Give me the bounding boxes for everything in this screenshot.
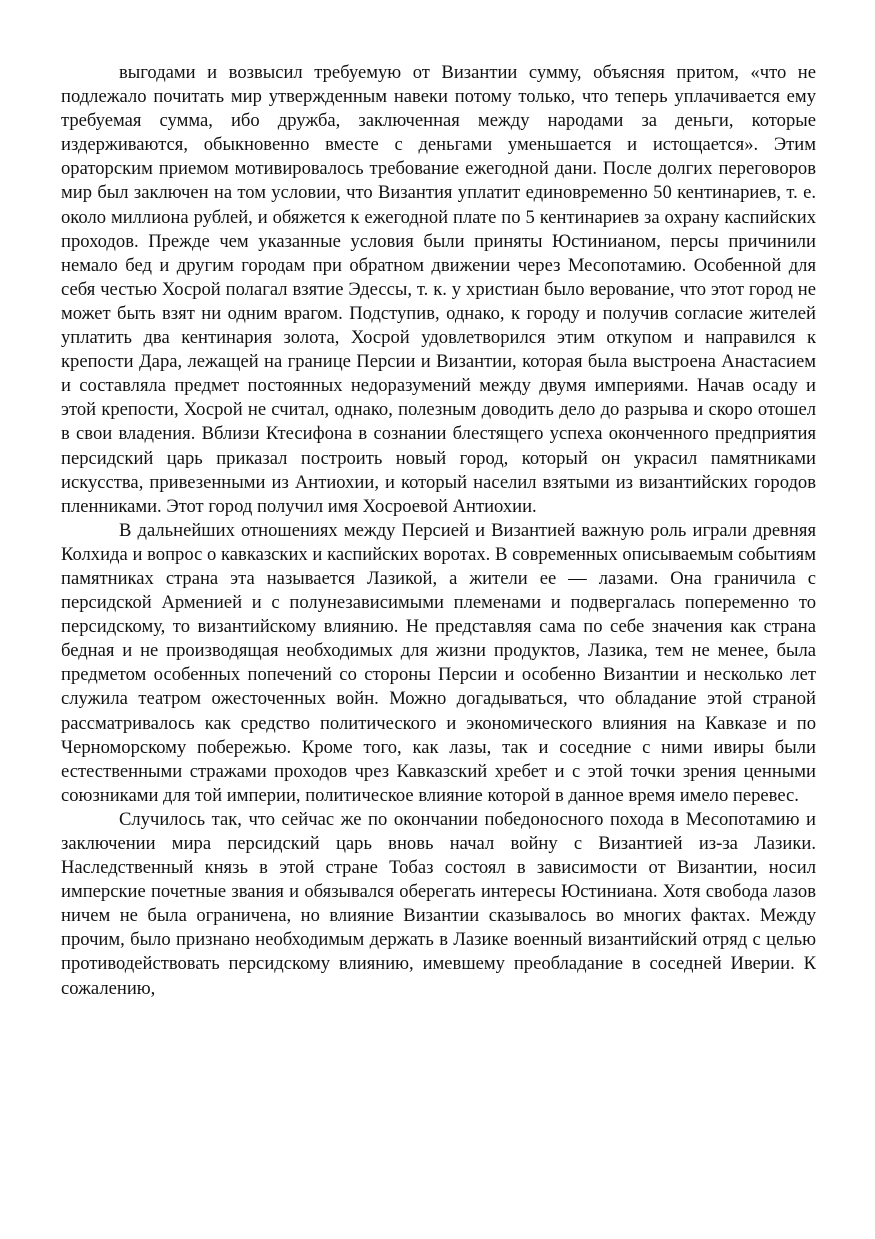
- paragraph-1: выгодами и возвысил требуемую от Византии сумму, объясняя притом, «что не подлежало почитать мир утвержденным навеки потому только, что теперь уплачивается ему требуемая сумма, ибо дружба, заключенная между народами за деньги, которые издерживаются, обыкновенно вместе с деньгами уменьшается и истощается». Этим ораторским приемом мотивировалось требование ежегодной дани. После долгих переговоров мир был заключен на том условии, что Византия уплатит единовременно 50 кентинариев, т. е. около миллиона рублей, и обяжется к ежегодной плате по 5 кентинариев за охрану каспийских проходов. Прежде чем указанные условия были приняты Юстинианом, персы причинили немало бед и другим городам при обратном движении через Месопотамию. Особенной для себя честью Хосрой полагал взятие Эдессы, т. к. у христиан было верование, что этот город не может быть взят ни одним врагом. Подступив, однако, к городу и получив согласие жителей уплатить два кентинария золота, Хосрой удовлетворился этим откупом и направился к крепости Дара, лежащей на границе Персии и Византии, которая была выстроена Анастасием и составляла предмет постоянных недоразумений между двумя империями. Начав осаду и этой крепости, Хосрой не считал, однако, полезным доводить дело до разрыва и скоро отошел в свои владения. Вблизи Ктесифона в сознании блестящего успеха оконченного предприятия персидский царь приказал построить новый город, который он украсил памятниками искусства, привезенными из Антиохии, и который населил взятыми из византийских городов пленниками. Этот город получил имя Хосроевой Антиохии.: [61, 62, 816, 517]
- paragraph-2: В дальнейших отношениях между Персией и Византией важную роль играли древняя Колхида и вопрос о кавказских и каспийских воротах. В современных описываемым событиям памятниках страна эта называется Лазикой, а жители ее — лазами. Она граничила с персидской Арменией и с полунезависимыми племенами и подвергалась попеременно то персидскому, то византийскому влиянию. Не представляя сама по себе значения как страна бедная и не производящая необходимых для жизни продуктов, Лазика, тем не менее, была предметом особенных попечений со стороны Персии и особенно Византии и несколько лет служила театром ожесточенных войн. Можно догадываться, что обладание этой страной рассматривалось как средство политического и экономического влияния на Кавказе и по Черноморскому побережью. Кроме того, как лазы, так и соседние с ними ивиры были естественными стражами проходов чрез Кавказский хребет и с этой точки зрения ценными союзниками для той империи, политическое влияние которой в данное время имело перевес.: [61, 519, 816, 806]
- document-page: [61, 61, 816, 1001]
- paragraph-3: Случилось так, что сейчас же по окончании победоносного похода в Месопотамию и заключении мира персидский царь вновь начал войну с Византией из-за Лазики. Наследственный князь в этой стране Тобаз состоял в зависимости от Византии, носил имперские почетные звания и обязывался оберегать интересы Юстиниана. Хотя свобода лазов ничем не была ограничена, но влияние Византии сказывалось во многих фактах. Между прочим, было признано необходимым держать в Лазике военный византийский отряд с целью противодействовать персидскому влиянию, имевшему преобладание в соседней Иверии. К сожалению,: [61, 808, 816, 999]
